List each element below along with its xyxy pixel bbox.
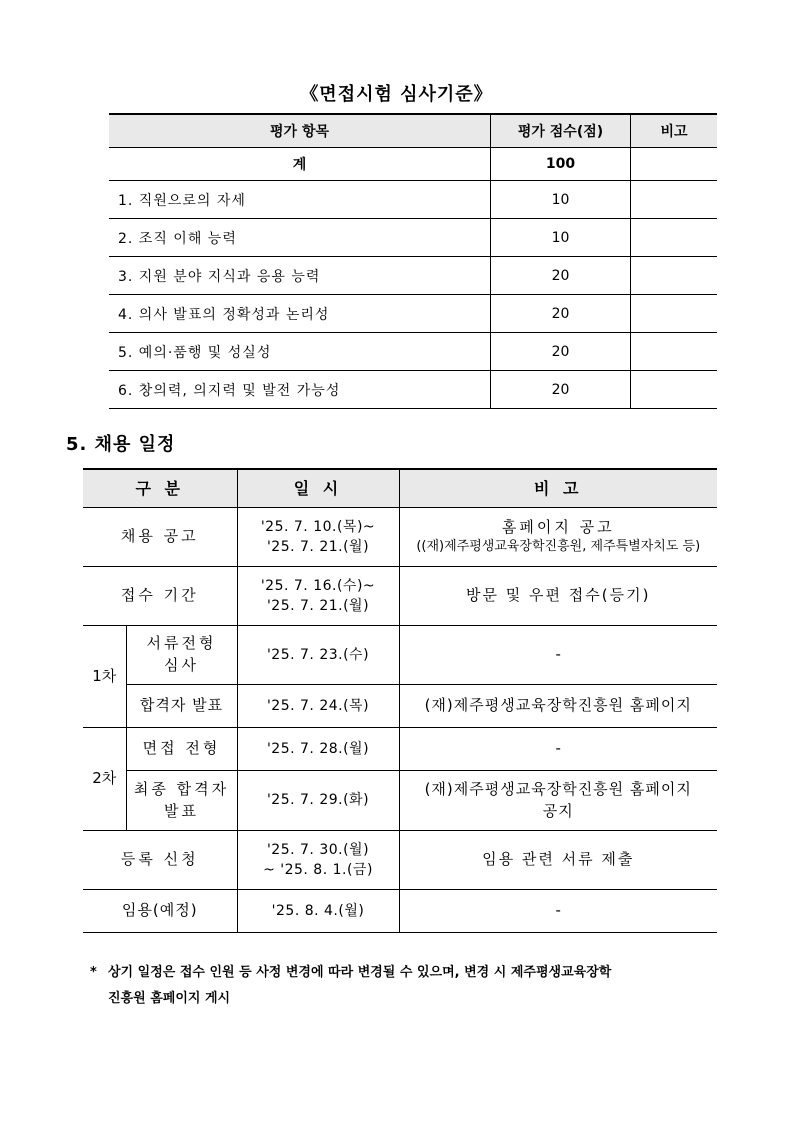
appointment-label: 임용(예정) [83, 890, 237, 933]
announce-label: 합격자 발표 [126, 685, 237, 728]
page-title: 《면접시험 심사기준》 [300, 84, 493, 105]
total-score: 100 [491, 148, 631, 181]
eval-item: 5. 예의·품행 및 성실성 [109, 333, 491, 371]
schedule-table [83, 468, 717, 933]
eval-score: 10 [491, 219, 631, 257]
eval-item: 3. 지원 분야 지식과 응용 능력 [109, 257, 491, 295]
final-label [126, 771, 237, 831]
interview-note: - [399, 728, 717, 771]
header-category: 구 분 [83, 469, 237, 508]
eval-score: 20 [491, 295, 631, 333]
eval-note [630, 257, 717, 295]
eval-score: 20 [491, 333, 631, 371]
total-note [630, 148, 717, 181]
table-row [83, 728, 717, 771]
receipt-date [237, 567, 399, 626]
posting-note [399, 508, 717, 567]
evaluation-criteria-table [109, 113, 717, 409]
round1-label: 1차 [83, 626, 126, 728]
header-eval-note: 비고 [630, 114, 717, 148]
eval-item: 6. 창의력, 의지력 및 발전 가능성 [109, 371, 491, 409]
appointment-note: - [399, 890, 717, 933]
eval-item: 2. 조직 이해 능력 [109, 219, 491, 257]
appointment-date: '25. 8. 4.(월) [237, 890, 399, 933]
footnote-text-2: 진흥원 홈페이지 게시 [108, 991, 231, 1006]
header-note: 비 고 [399, 469, 717, 508]
eval-score: 10 [491, 181, 631, 219]
round2-label: 2차 [83, 728, 126, 831]
receipt-note: 방문 및 우편 접수(등기) [399, 567, 717, 626]
header-date: 일 시 [237, 469, 399, 508]
screening-label-line1: 서류전형 [146, 634, 217, 653]
table-row [83, 567, 717, 626]
table-row [83, 626, 717, 685]
screening-label [126, 626, 237, 685]
footnote-star: * [90, 965, 97, 980]
table-row [83, 771, 717, 831]
posting-note-main: 홈페이지 공고 [501, 517, 615, 536]
total-label: 계 [109, 148, 491, 181]
table-row [109, 219, 717, 257]
final-label-line1: 최종 합격자 [133, 779, 230, 798]
screening-date: '25. 7. 23.(수) [237, 626, 399, 685]
eval-note [630, 371, 717, 409]
table-row [83, 685, 717, 728]
eval-item: 4. 의사 발표의 정확성과 논리성 [109, 295, 491, 333]
receipt-date-end: '25. 7. 21.(월) [266, 598, 370, 614]
table-row [109, 295, 717, 333]
interview-label: 면접 전형 [126, 728, 237, 771]
posting-note-sub: ((재)제주평생교육장학진흥원, 제주특별자치도 등) [416, 539, 701, 555]
table-row [109, 257, 717, 295]
eval-score: 20 [491, 371, 631, 409]
footnote-text-1: 상기 일정은 접수 인원 등 사정 변경에 따라 변경될 수 있으며, 변경 시 제주평생교육장학 [108, 965, 612, 980]
eval-note [630, 219, 717, 257]
table-header-row [109, 114, 717, 148]
registration-date-end: ~ '25. 8. 1.(금) [263, 862, 373, 878]
final-note-line2: 공지 [542, 801, 574, 820]
posting-label: 채용 공고 [83, 508, 237, 567]
header-eval-item: 평가 항목 [109, 114, 491, 148]
table-row [109, 333, 717, 371]
posting-date [237, 508, 399, 567]
total-row [109, 148, 717, 181]
screening-label-line2: 심사 [164, 656, 199, 674]
final-label-line2: 발표 [164, 801, 199, 820]
final-note [399, 771, 717, 831]
final-note-line1: (재)제주평생교육장학진흥원 홈페이지 [424, 779, 692, 798]
registration-date-start: '25. 7. 30.(월) [266, 841, 370, 858]
table-row [83, 831, 717, 890]
footnote-line1 [90, 960, 730, 986]
eval-note [630, 181, 717, 219]
receipt-label: 접수 기간 [83, 567, 237, 626]
final-date: '25. 7. 29.(화) [237, 771, 399, 831]
footnote [90, 960, 730, 1012]
receipt-date-start: '25. 7. 16.(수)~ [260, 577, 376, 594]
announce-date: '25. 7. 24.(목) [237, 685, 399, 728]
table-row [83, 890, 717, 933]
table-row [83, 508, 717, 567]
interview-date: '25. 7. 28.(월) [237, 728, 399, 771]
section-title: 5. 채용 일정 [66, 434, 176, 455]
posting-date-start: '25. 7. 10.(목)~ [260, 518, 376, 535]
registration-date [237, 831, 399, 890]
eval-item: 1. 직원으로의 자세 [109, 181, 491, 219]
eval-note [630, 333, 717, 371]
registration-label: 등록 신청 [83, 831, 237, 890]
table-header-row [83, 469, 717, 508]
table-row [109, 181, 717, 219]
header-eval-score: 평가 점수(점) [491, 114, 631, 148]
announce-note: (재)제주평생교육장학진흥원 홈페이지 [399, 685, 717, 728]
posting-date-end: '25. 7. 21.(월) [266, 539, 370, 555]
table-row [109, 371, 717, 409]
eval-score: 20 [491, 257, 631, 295]
screening-note: - [399, 626, 717, 685]
eval-note [630, 295, 717, 333]
registration-note: 임용 관련 서류 제출 [399, 831, 717, 890]
